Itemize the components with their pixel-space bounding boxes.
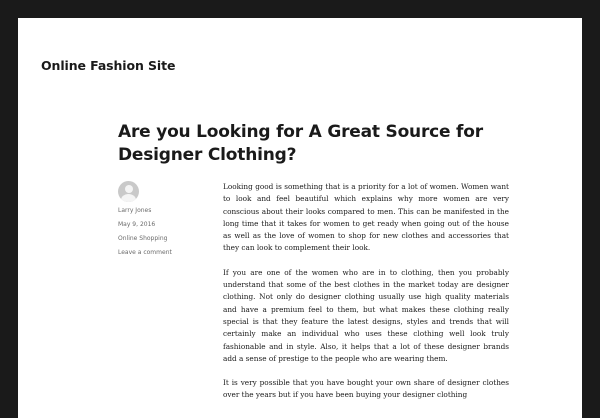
post-title: Are you Looking for A Great Source for Designer Clothing? — [118, 122, 483, 165]
post-author[interactable]: Larry Jones — [118, 207, 152, 214]
post-paragraph: It is very possible that you have bought your own share of designer clothes over the years but if you have been buying your designer clothing — [223, 378, 509, 400]
site-title[interactable]: Online Fashion Site — [41, 58, 176, 73]
post-paragraph: Looking good is something that is a priority for a lot of women. Women want to look and feel beautiful which explains why more women are very conscious about their looks compared to men. This can be manifested in the long time that it takes for women to get ready when going out of the house as well as the love of women to shop for new clothes and accessories that they can look to complement their look. — [223, 182, 509, 253]
post-content — [223, 181, 509, 414]
avatar-body — [121, 194, 136, 202]
post-date[interactable]: May 9, 2016 — [118, 221, 156, 228]
post-category[interactable]: Online Shopping — [118, 235, 168, 242]
post-paragraph: If you are one of the women who are in to clothing, then you probably understand that some of the best clothes in the market today are designer clothing. Not only do designer clothing usually use high quality materials and have a premium feel to them, but what makes these clothing really special is that they feature the latest designs, styles and trends that will certainly make an individual who uses these clothing well look truly fashionable and in style. Also, it helps that a lot of these designer brands add a sense of prestige to the people who are wearing them. — [223, 267, 509, 363]
post-meta — [118, 181, 198, 263]
avatar[interactable] — [118, 181, 139, 202]
avatar-head — [125, 185, 133, 193]
page — [18, 18, 582, 418]
leave-comment-link[interactable]: Leave a comment — [118, 249, 172, 256]
